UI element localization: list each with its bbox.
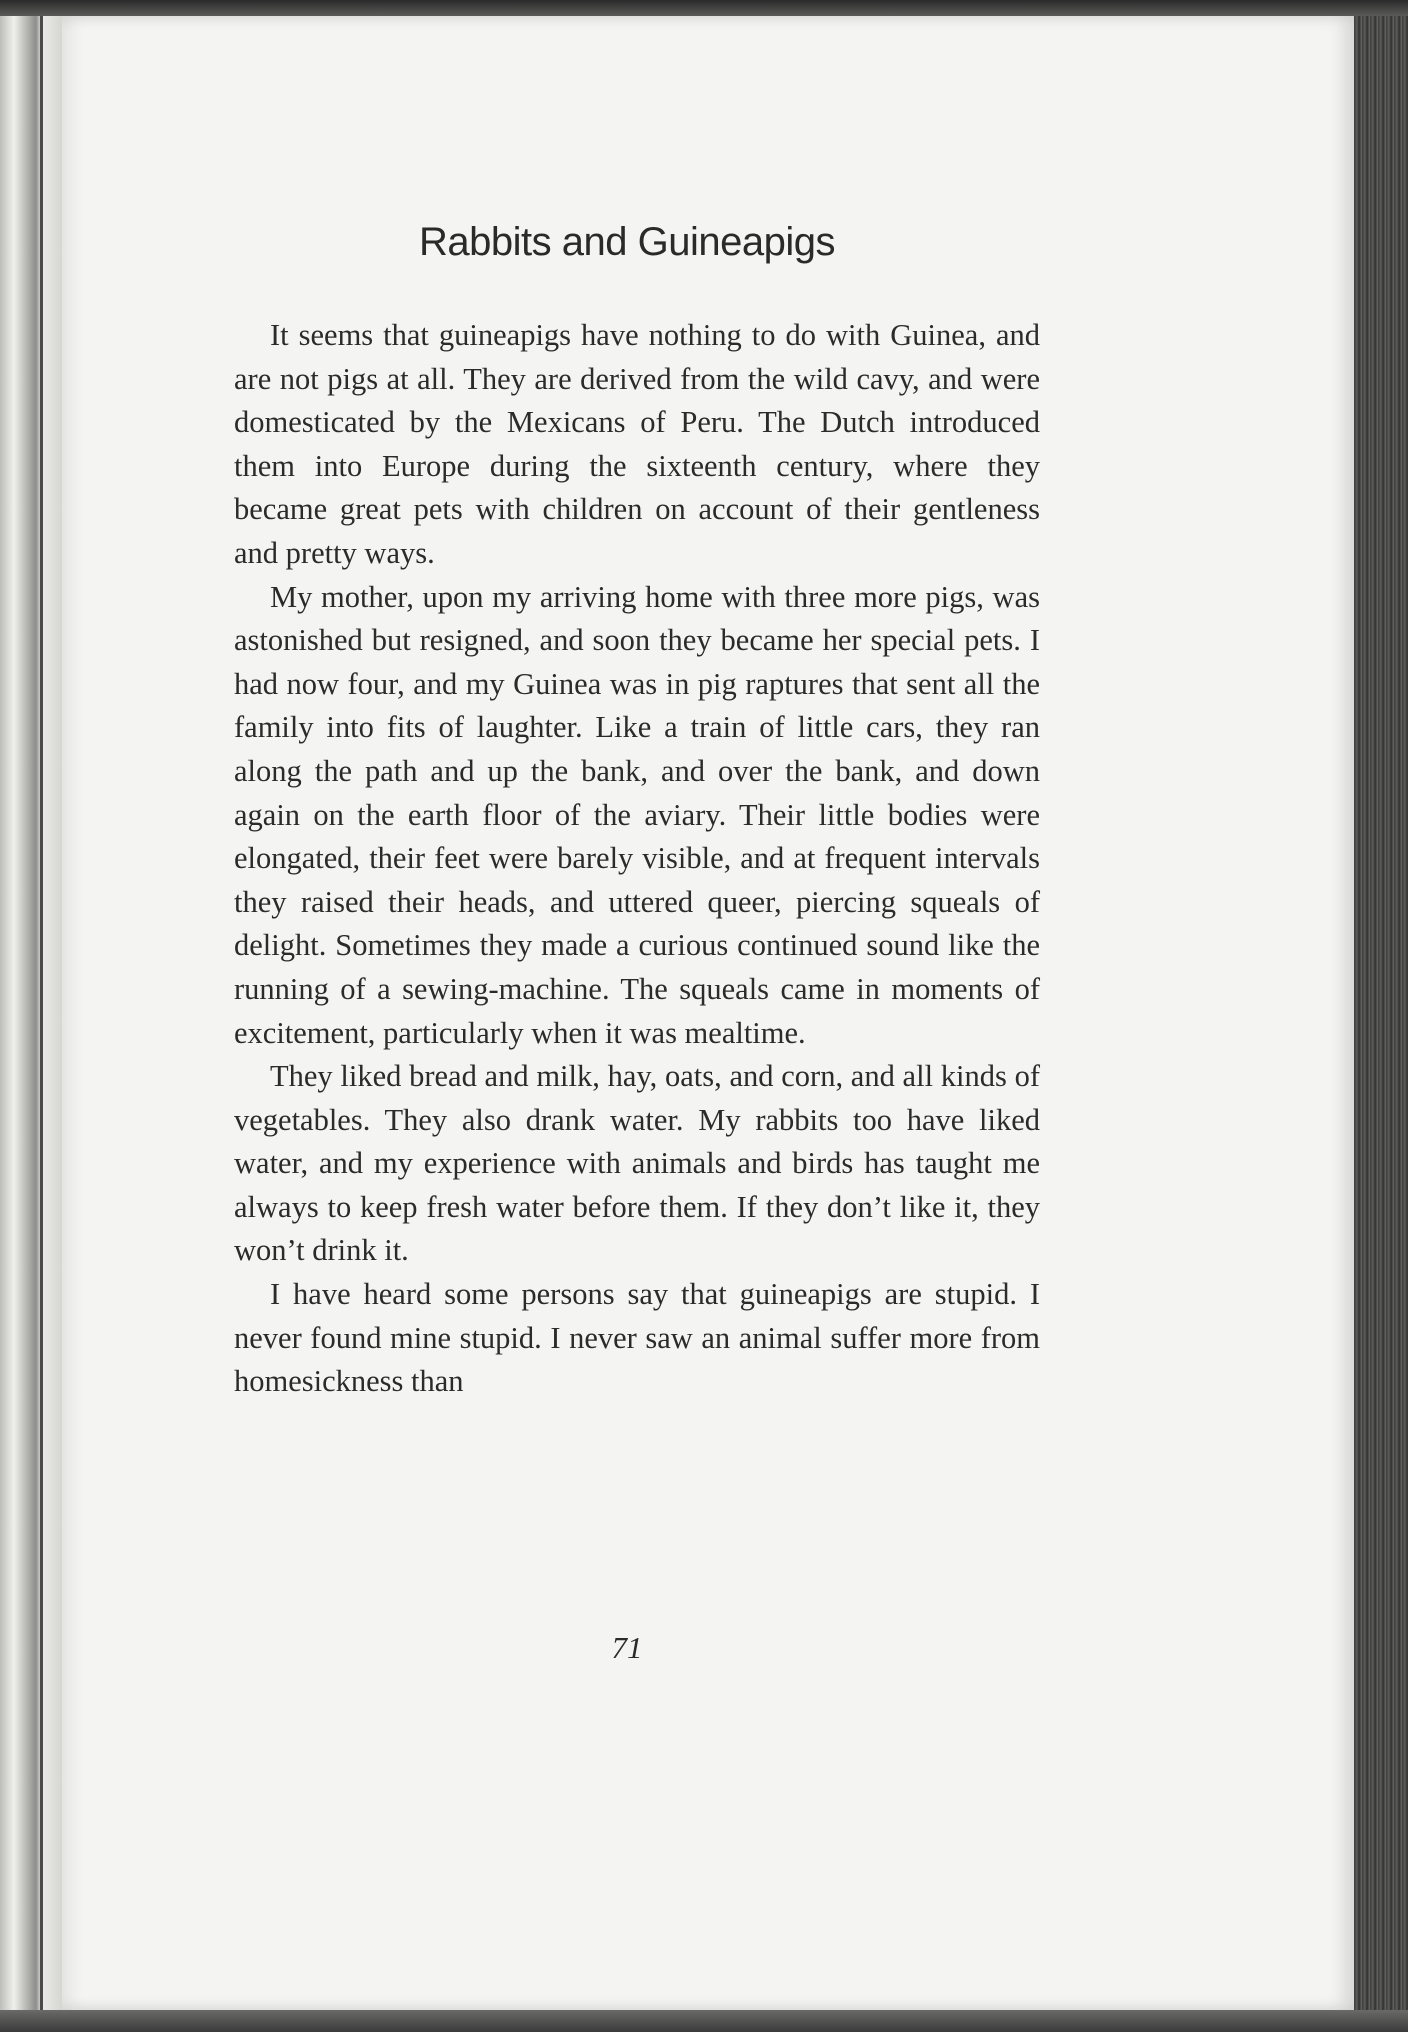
- book-page: [62, 16, 1354, 2010]
- scan-top-edge: [0, 0, 1408, 16]
- book-fore-edge: [1354, 16, 1408, 2010]
- scan-bottom-edge: [0, 2010, 1408, 2032]
- paragraph-diet: They liked bread and milk, hay, oats, and corn, and all kinds of vegetables. They also drank water. My rabbits too have liked water, and my experience with animals and birds has taught me always to keep fresh water before them. If they don’t like it, they won’t drink it.: [234, 1059, 1040, 1268]
- paragraph-mother-pets: My mother, upon my arriving home with three more pigs, was astonished but resigned, and soon they became her special pets. I had now four, and my Guinea was in pig raptures that sent all the family into fits of laughter. Like a train of little cars, they ran along the path and up the bank, and over the bank, and down again on the earth floor of the aviary. Their little bodies were elongated, their feet were barely visible, and at frequent intervals they raised their heads, and uttered queer, piercing squeals of delight. Sometimes they made a curious continued sound like the running of a sewing-machine. The squeals came in moments of excitement, particularly when it was mealtime.: [234, 579, 1040, 1050]
- running-head: Rabbits and Guineapigs: [419, 220, 835, 264]
- book-gutter: [0, 16, 62, 2010]
- page-number: 71: [611, 1630, 643, 1665]
- paragraph-guineapig-origins: It seems that guineapigs have nothing to do with Guinea, and are not pigs at all. They are derived from the wild cavy, and were domesticated by the Mexicans of Peru. The Dutch introduced them into Europe during the sixteenth century, where they became great pets with children on account of their gentleness and pretty ways.: [234, 318, 1040, 570]
- paragraph-not-stupid: I have heard some persons say that guineapigs are stupid. I never found mine stupid. I never saw an animal suffer more from homesickness than: [234, 1277, 1040, 1399]
- body-text: [234, 314, 1040, 1404]
